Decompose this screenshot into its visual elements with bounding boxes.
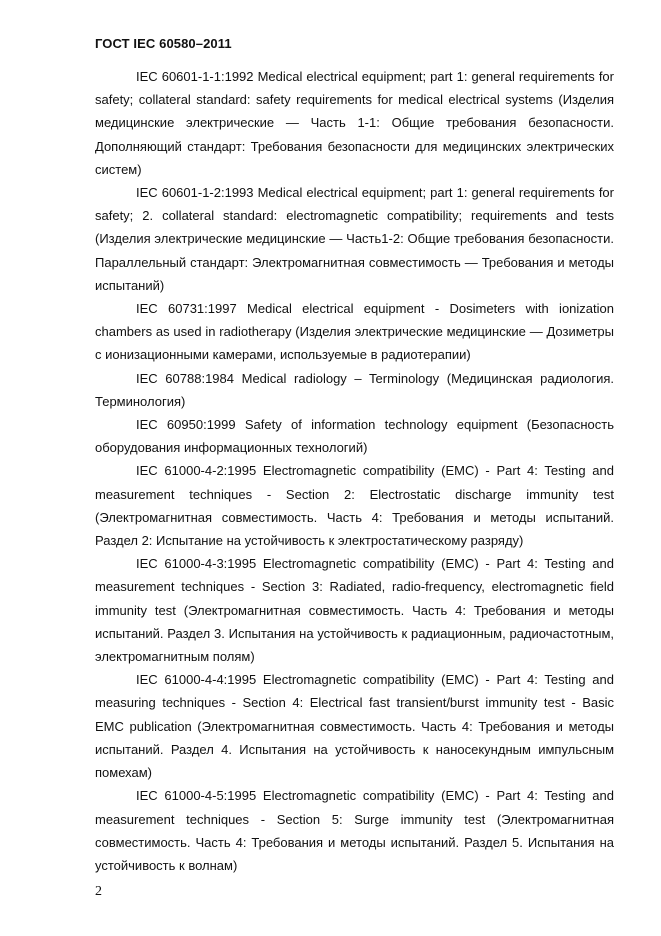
references-list <box>95 65 614 877</box>
reference-item: IEC 60788:1984 Medical radiology – Terminology (Медицинская радиология. Терминология) <box>95 370 614 409</box>
reference-item: IEC 60601-1-1:1992 Medical electrical equipment; part 1: general requirements for safety; collateral standard: safety requirements for medical electrical systems (Изделия медицинские электрические — Часть 1-1: Общие требования безопасности. Дополняющий стандарт: Требования безопасности для медицинских электрических систем) <box>95 69 614 177</box>
reference-item: IEC 60601-1-2:1993 Medical electrical equipment; part 1: general requirements for safety; 2. collateral standard: electromagnetic compatibility; requirements and tests (Изделия электрические медицинские — Часть1-2: Общие требования безопасности. Параллельный стандарт: Электромагнитная совместимость — Требования и методы испытаний) <box>95 185 614 293</box>
reference-item: IEC 61000-4-4:1995 Electromagnetic compatibility (EMC) - Part 4: Testing and measuring techniques - Section 4: Electrical fast transient/burst immunity test - Basic EMC publication (Электромагнитная совместимость. Часть 4: Требования и методы испытаний. Раздел 4. Испытания на устойчивость к наносекундным импульсным помехам) <box>95 672 614 781</box>
page-number: 2 <box>95 884 102 899</box>
reference-item: IEC 61000-4-2:1995 Electromagnetic compatibility (EMC) - Part 4: Testing and measurement techniques - Section 2: Electrostatic discharge immunity test (Электромагнитная совместимость. Часть 4: Требования и методы испытаний. Раздел 2: Испытание на устойчивость к электростатическому разряду) <box>95 463 614 549</box>
reference-item: IEC 60950:1999 Safety of information technology equipment (Безопасность оборудования информационных технологий) <box>95 417 614 456</box>
standard-header: ГОСТ IEC 60580–2011 <box>95 36 232 51</box>
reference-item: IEC 61000-4-3:1995 Electromagnetic compatibility (EMC) - Part 4: Testing and measurement techniques - Section 3: Radiated, radio-frequency, electromagnetic field immunity test (Электромагнитная совместимость. Часть 4: Требования и методы испытаний. Раздел 3. Испытания на устойчивость к радиационным, радиочастотным, электромагнитным полям) <box>95 556 614 665</box>
reference-item: IEC 61000-4-5:1995 Electromagnetic compatibility (EMC) - Part 4: Testing and measurement techniques - Section 5: Surge immunity test (Электромагнитная совместимость. Часть 4: Требования и методы испытаний. Раздел 5. Испытания на устойчивость к волнам) <box>95 788 614 873</box>
reference-item: IEC 60731:1997 Medical electrical equipment - Dosimeters with ionization chambers as used in radiotherapy (Изделия электрические медицинские — Дозиметры с ионизационными камерами, используемые в радиотерапии) <box>95 301 614 363</box>
